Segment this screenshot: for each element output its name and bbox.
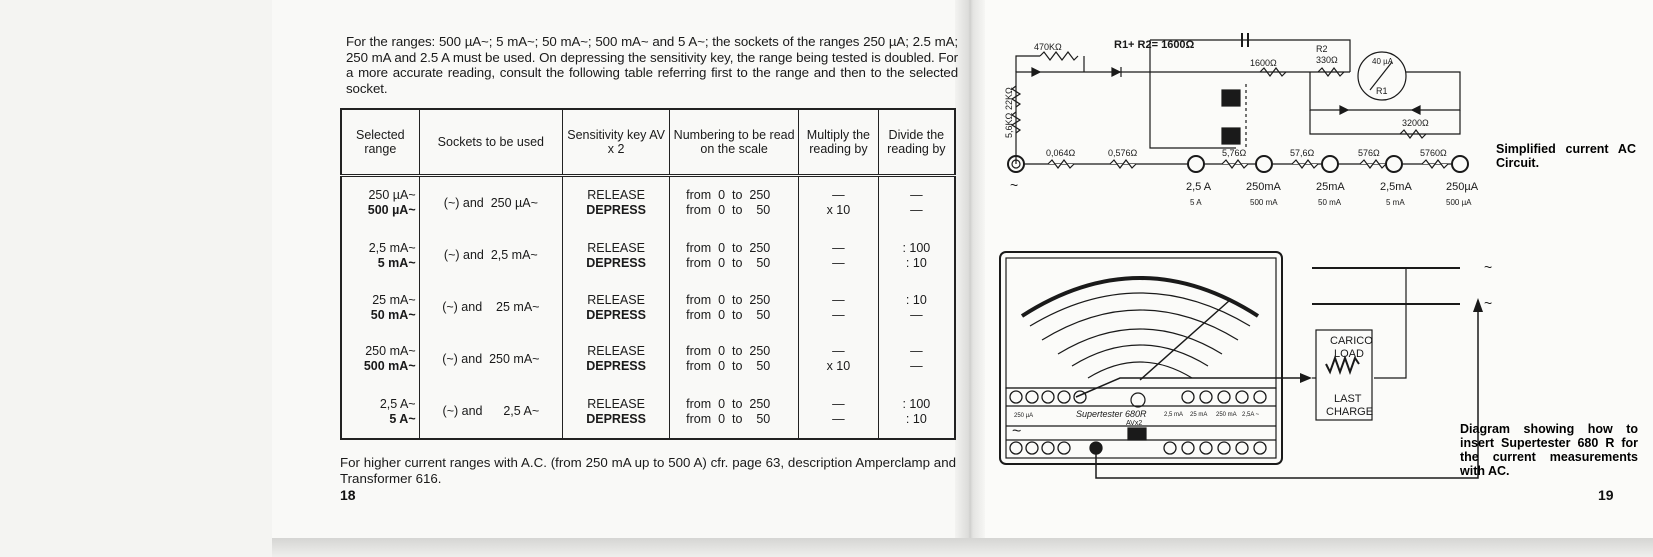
header-sockets: Sockets to be used [419, 109, 562, 176]
divide-div-b: — [910, 203, 923, 218]
socket-2-5ma [1386, 156, 1402, 172]
diode-2-icon [1112, 68, 1120, 76]
key-key-a: RELEASE [587, 188, 645, 203]
scale-scale-a: from 0 to 250 [686, 240, 771, 255]
divide-div-a: — [910, 344, 923, 359]
formula-label: R1+ R2= 1600Ω [1114, 39, 1195, 51]
range-range-b: 500 mA~ [363, 359, 416, 374]
key-key-a: RELEASE [587, 396, 645, 411]
range-range-a: 2,5 mA~ [368, 240, 416, 255]
multiply-mult-b: x 10 [826, 359, 851, 374]
key-key-b: DEPRESS [586, 203, 646, 218]
divide-div-a: : 100 [902, 396, 931, 411]
line-tilde-1: ~ [1484, 259, 1493, 275]
divide-div-a: : 10 [905, 292, 927, 307]
divide-div-b: — [910, 359, 923, 374]
socket-250ua [1452, 156, 1468, 172]
lead-wire-1 [1096, 310, 1478, 478]
multiply-mult-a: — [832, 240, 845, 255]
range-range-b: 50 mA~ [370, 307, 416, 322]
range-range-a: 250 µA~ [368, 188, 416, 203]
socket-socket: (~) and 2,5 mA~ [443, 248, 538, 263]
panel-label-5: 2,5A ~ [1242, 412, 1260, 418]
meter-needle [1140, 300, 1230, 380]
scale-scale-b: from 0 to 50 [686, 359, 771, 374]
panel-label-1: 250 µA [1014, 413, 1034, 419]
divide-div-a: — [910, 188, 923, 203]
range-top-3: 25mA [1316, 181, 1345, 193]
multiply-mult-b: — [832, 255, 845, 270]
socket-socket: (~) and 25 mA~ [442, 300, 540, 315]
multiply-mult-a: — [832, 292, 845, 307]
label-1600: 1600Ω [1250, 58, 1277, 68]
scale-scale-a: from 0 to 250 [686, 292, 771, 307]
tester-connection-diagram [1000, 252, 1492, 478]
range-top-5: 250µA [1446, 181, 1479, 193]
divide-div-b: : 10 [905, 255, 927, 270]
page-number-right: 19 [1598, 487, 1614, 503]
socket-socket: (~) and 2,5 A~ [442, 404, 540, 419]
label-shunt-2: 0,576Ω [1108, 148, 1138, 158]
range-range-b: 5 A~ [389, 411, 416, 426]
resistor-470k [1040, 52, 1078, 60]
header-numbering: Numbering to be read on the scale [670, 109, 799, 176]
load-label-load: LOAD [1334, 348, 1364, 360]
panel-label-4: 250 mA [1216, 412, 1237, 418]
sensitivity-switch [1222, 90, 1240, 106]
socket-socket: (~) and 250 mA~ [442, 351, 540, 366]
header-multiply: Multiply the reading by [799, 109, 879, 176]
ac-circuit-schematic [1004, 33, 1479, 207]
panel-label-2: 2,5 mA [1164, 412, 1184, 418]
selector-knob [1131, 393, 1145, 407]
divide-div-b: : 10 [905, 411, 927, 426]
key-key-b: DEPRESS [586, 359, 646, 374]
range-range-b: 500 µA~ [367, 203, 416, 218]
key-key-b: DEPRESS [586, 307, 646, 322]
load-label-charge: CHARGE [1326, 406, 1374, 418]
multiply-mult-a: — [832, 188, 845, 203]
socket-250ma [1256, 156, 1272, 172]
label-shunt-1: 0,064Ω [1046, 148, 1076, 158]
key-key-b: DEPRESS [586, 411, 646, 426]
scale-scale-a: from 0 to 250 [686, 188, 771, 203]
range-bottom-3: 50 mA [1318, 198, 1342, 207]
tester-brand: Supertester 680R [1076, 409, 1147, 419]
key-key-b: DEPRESS [586, 255, 646, 270]
range-range-a: 250 mA~ [365, 344, 416, 359]
page-number-left: 18 [340, 487, 356, 503]
scale-scale-a: from 0 to 250 [686, 396, 771, 411]
label-56k: 5,6KΩ [1004, 112, 1014, 138]
label-470k: 470KΩ [1034, 42, 1062, 52]
label-shunt-6: 5760Ω [1420, 148, 1447, 158]
load-resistor-icon [1326, 358, 1359, 372]
range-range-a: 2,5 A~ [379, 396, 416, 411]
range-bottom-5: 500 µA [1446, 198, 1472, 207]
scale-scale-b: from 0 to 50 [686, 307, 771, 322]
line-tilde-2: ~ [1484, 295, 1493, 311]
label-3200: 3200Ω [1402, 118, 1429, 128]
label-shunt-3: 5,76Ω [1222, 148, 1247, 158]
range-bottom-4: 5 mA [1386, 198, 1405, 207]
caption-ac-circuit: Simplified current AC Circuit. [1496, 142, 1636, 170]
header-divide: Divide the reading by [878, 109, 955, 176]
label-meter: 40 µA [1372, 57, 1394, 66]
avx2-key [1128, 428, 1146, 440]
label-r2: R2 [1316, 44, 1328, 54]
socket-socket: (~) and 250 µA~ [443, 195, 538, 210]
header-sensitivity-key: Sensitivity key AV x 2 [563, 109, 670, 176]
range-range-a: 25 mA~ [372, 292, 416, 307]
multiply-mult-a: — [832, 344, 845, 359]
multiply-mult-a: — [832, 396, 845, 411]
load-label-last: LAST [1334, 393, 1362, 405]
label-shunt-5: 576Ω [1358, 148, 1380, 158]
footer-paragraph: For higher current ranges with A.C. (from 250 mA up to 500 A) cfr. page 63, description Amperclamp and Transformer 616. [340, 455, 956, 486]
diode-1-icon [1032, 68, 1040, 76]
label-r1: R1 [1376, 86, 1388, 96]
scale-scale-b: from 0 to 50 [686, 411, 771, 426]
divide-div-a: : 100 [902, 240, 931, 255]
key-key-a: RELEASE [587, 344, 645, 359]
header-selected-range: Selected range [341, 109, 419, 176]
load-label-carico: CARICO [1330, 335, 1373, 347]
range-bottom-1: 5 A [1190, 198, 1202, 207]
panel-ac-symbol: ~ [1012, 423, 1022, 440]
socket-25ma [1322, 156, 1338, 172]
socket-2-5a [1188, 156, 1204, 172]
label-22k: 22KΩ [1004, 87, 1014, 110]
key-key-a: RELEASE [587, 292, 645, 307]
intro-paragraph: For the ranges: 500 µA~; 5 mA~; 50 mA~; 500 mA~ and 5 A~; the sockets of the ranges 250 µA; 2.5 mA; 250 mA and 2.5 A must be used. On depressing the sensitivity key, the range being tested is doubled. For a more accurate reading, consult the following table referring first to the range and then to the selected socket. [346, 34, 958, 96]
avx2-label: AVx2 [1126, 420, 1143, 427]
ac-tilde: ~ [1010, 177, 1019, 193]
label-r2-value: 330Ω [1316, 55, 1338, 65]
label-shunt-4: 57,6Ω [1290, 148, 1315, 158]
key-key-a: RELEASE [587, 240, 645, 255]
multiply-mult-b: — [832, 307, 845, 322]
range-bottom-2: 500 mA [1250, 198, 1278, 207]
scale-scale-b: from 0 to 50 [686, 255, 771, 270]
scale-scale-b: from 0 to 50 [686, 203, 771, 218]
multiply-mult-b: — [832, 411, 845, 426]
divide-div-b: — [910, 307, 923, 322]
range-top-4: 2,5mA [1380, 181, 1412, 193]
scale-scale-a: from 0 to 250 [686, 344, 771, 359]
multiply-mult-b: x 10 [826, 203, 851, 218]
range-top-2: 250mA [1246, 181, 1281, 193]
range-range-b: 5 mA~ [377, 255, 416, 270]
panel-label-3: 25 mA [1190, 412, 1208, 418]
range-top-1: 2,5 A [1186, 181, 1212, 193]
caption-tester-diagram: Diagram showing how to insert Supertester 680 R for the current measurements with AC. [1460, 422, 1638, 478]
